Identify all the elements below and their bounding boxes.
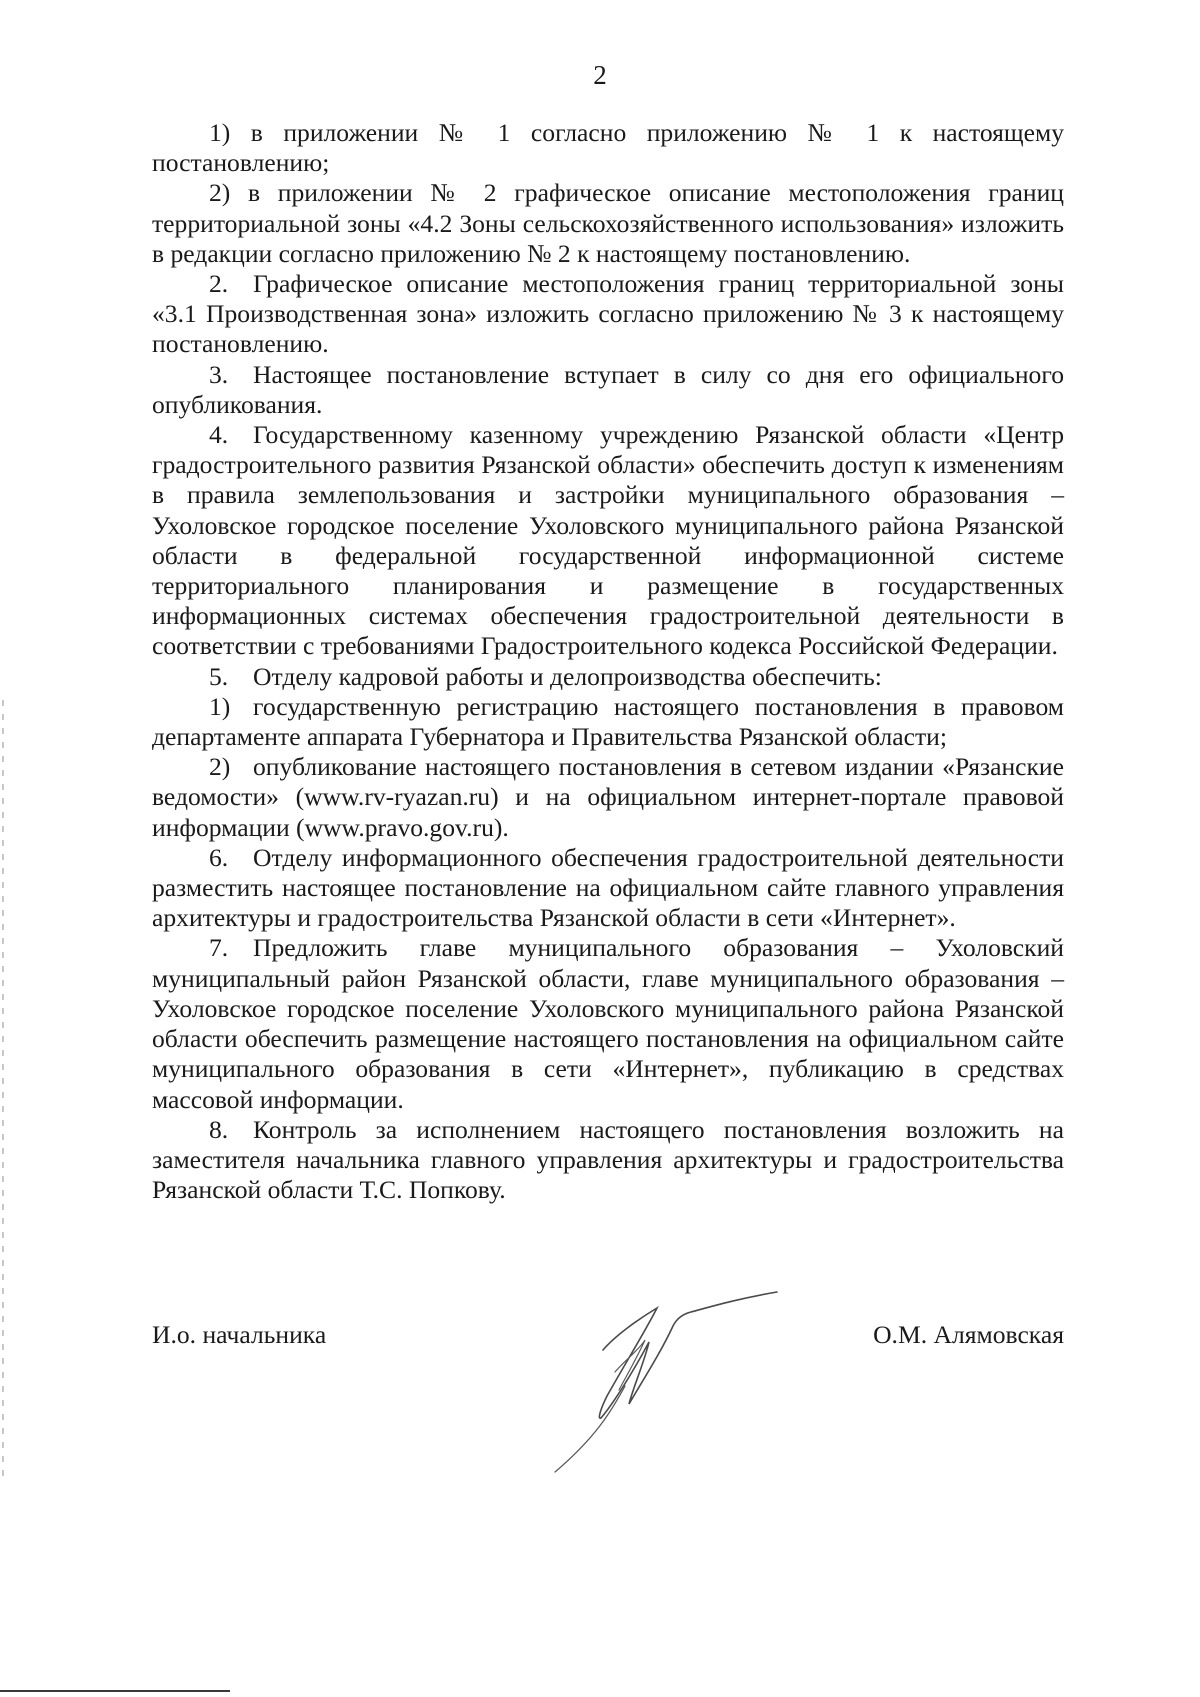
paragraph-number: 4. [209, 420, 229, 450]
page-number: 2 [593, 60, 607, 90]
paragraph-text: Отделу кадровой работы и делопроизводства обеспечить: [253, 661, 882, 691]
paragraph-text: Настоящее постановление вступает в силу со дня его официального опубликования. [152, 359, 1064, 419]
paragraph-number: 5. [209, 661, 229, 691]
paragraph-text: Графическое описание местоположения границ территориальной зоны «3.1 Производственная зона» изложить согласно приложению № 3 к настоящему постановлению. [152, 269, 1064, 359]
paragraph-5-2 [152, 752, 1064, 843]
handwritten-signature [545, 1268, 795, 1478]
paragraph-text: в приложении № 1 согласно приложению № 1 к настоящему постановлению; [152, 118, 1064, 178]
scan-bottom-rule [0, 1690, 230, 1692]
signatory-name: О.М. Алямовская [873, 1320, 1064, 1349]
paragraph-number: 6. [209, 842, 229, 872]
signature-stroke-main [599, 1292, 777, 1418]
paragraph-5 [152, 662, 1064, 692]
paragraph-text: Предложить главе муниципального образования – Ухоловский муниципальный район Рязанской области, главе муниципального образования – Ухоловское городское поселение Ухоловского муниципального района Рязанской области обеспечить размещение настоящего постановления на официальном сайте муниципального образования в сети «Интернет», публикацию в средствах массовой информации. [152, 933, 1064, 1114]
paragraph-2 [152, 269, 1064, 360]
paragraph-7 [152, 933, 1064, 1114]
signatory-position: И.о. начальника [152, 1320, 327, 1349]
paragraph-4 [152, 420, 1064, 662]
signature-stroke-loop [615, 1340, 645, 1390]
paragraph-number: 2. [209, 269, 229, 299]
paragraph-8 [152, 1115, 1064, 1206]
paragraph-number: 3. [209, 359, 229, 389]
paragraph-number: 8. [209, 1114, 229, 1144]
paragraph-text: государственную регистрацию настоящего постановления в правовом департаменте аппарата Губернатора и Правительства Рязанской области; [152, 691, 1064, 752]
paragraph-1-2 [152, 178, 1064, 269]
paragraph-number: 2) [209, 178, 231, 208]
paragraph-text: Контроль за исполнением настоящего постановления возложить на заместителя начальника главного управления архитектуры и градостроительства Рязанской области Т.С. Попкову. [152, 1114, 1064, 1205]
paragraph-3 [152, 360, 1064, 420]
scan-margin-artifact [2, 700, 4, 1480]
paragraph-text: Отделу информационного обеспечения градостроительной деятельности разместить настоящее постановление на официальном сайте главного управления архитектуры и градостроительства Рязанской области в сети «Интернет». [152, 842, 1064, 933]
paragraph-number: 1) [209, 118, 231, 147]
paragraph-5-1 [152, 692, 1064, 752]
paragraph-text: опубликование настоящего постановления в сетевом издании «Рязанские ведомости» (www.rv-ryazan.ru) и на официальном интернет-портале правовой информации (www.pravo.gov.ru). [152, 752, 1064, 842]
paragraph-number: 2) [209, 752, 231, 782]
paragraph-number: 1) [209, 691, 231, 721]
document-body [152, 118, 1064, 1205]
paragraph-number: 7. [209, 933, 229, 963]
paragraph-1-1 [152, 118, 1064, 178]
paragraph-text: Государственному казенному учреждению Рязанской области «Центр градостроительного развития Рязанской области» обеспечить доступ к изменениям в правила землепользования и застройки муниципального образования – Ухоловское городское поселение Ухоловского муниципального района Рязанской области в федеральной государственной информационной системе территориального планирования и размещение в государственных информационных системах обеспечения градостроительной деятельности в соответствии с требованиями Градостроительного кодекса Российской Федерации. [152, 420, 1064, 661]
paragraph-text: в приложении № 2 графическое описание местоположения границ территориальной зоны «4.2 Зоны сельскохозяйственного использования» изложить в редакции согласно приложению № 2 к настоящему постановлению. [152, 178, 1064, 268]
paragraph-6 [152, 843, 1064, 934]
